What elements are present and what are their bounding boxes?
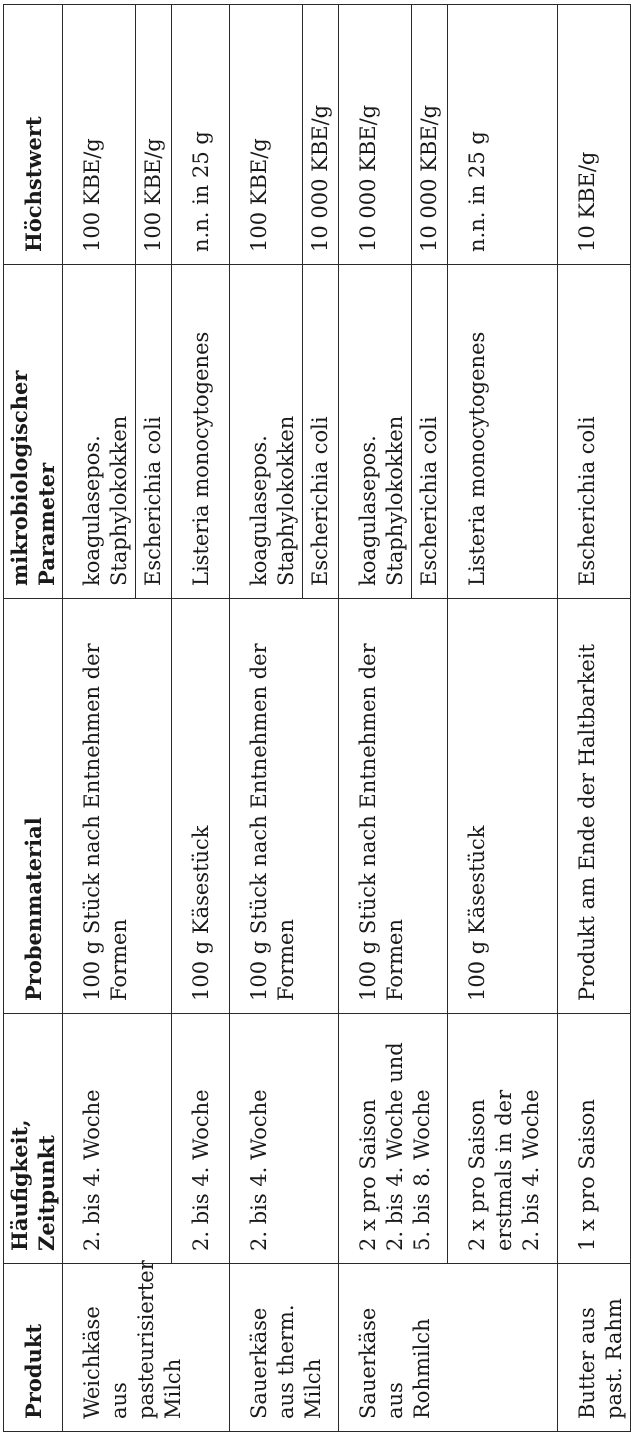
header-produkt: Produkt [4,1264,63,1432]
cell-wert: 10 000 KBE/g [303,5,339,265]
cell-wert: n.n. in 25 g [448,5,558,265]
header-hoechstwert: Höchstwert [4,5,63,265]
cell-wert: 100 KBE/g [136,5,172,265]
cell-zeitpunkt [339,1014,448,1264]
zeitpunkt-line: 5. bis 8. Woche [410,1089,434,1251]
cell-wert: n.n. in 25 g [172,5,230,265]
cell-material: 100 g Stück nach Entnehmen der Formen [230,599,339,1014]
cell-parameter: koagulasepos. Staphylokokken [230,265,303,599]
cell-material: 100 g Stück nach Entnehmen der Formen [63,599,172,1014]
cell-parameter: Escherichia coli [558,265,631,599]
header-probenmaterial: Probenmaterial [4,599,63,1014]
table-row [172,5,230,1432]
cell-zeitpunkt: 2. bis 4. Woche [63,1014,172,1264]
table-row [558,5,631,1432]
table-row [339,5,412,1432]
cell-parameter: Escherichia coli [136,265,172,599]
cell-parameter: Escherichia coli [303,265,339,599]
cell-wert: 10 KBE/g [558,5,631,265]
produkt-text: Weichkäse aus pasteurisierter Milch [80,1260,185,1419]
header-row [4,5,63,1432]
sampling-table [3,4,631,1432]
cell-produkt: Butter aus past. Rahm [558,1264,631,1432]
cell-material: 100 g Käsestück [172,599,230,1014]
zeitpunkt-line: 2 x pro Saison [356,1099,380,1251]
cell-parameter: Escherichia coli [412,265,448,599]
cell-parameter: Listeria monocytogenes [448,265,558,599]
cell-parameter: Listeria monocytogenes [172,265,230,599]
cell-produkt: Sauerkäse aus therm. Milch [230,1264,339,1432]
cell-zeitpunkt: 1 x pro Saison [558,1014,631,1264]
cell-parameter: koagulasepos. Staphylokokken [63,265,136,599]
table-row [230,5,303,1432]
cell-wert: 10 000 KBE/g [412,5,448,265]
zeitpunkt-line: 2. bis 4. Woche und [383,1042,407,1251]
cell-wert: 10 000 KBE/g [339,5,412,265]
cell-material: Produkt am Ende der Haltbarkeit [558,599,631,1014]
cell-wert: 100 KBE/g [230,5,303,265]
table-row [448,5,558,1432]
header-haeufigkeit: Häufigkeit, Zeitpunkt [4,1014,63,1264]
cell-produkt: Sauerkäse aus Rohmilch [339,1264,558,1432]
cell-material: 100 g Stück nach Entnehmen der Formen [339,599,448,1014]
cell-zeitpunkt: 2. bis 4. Woche [172,1014,230,1264]
cell-material: 100 g Käsestück [448,599,558,1014]
zeitpunkt-line: erstmals in der [492,1089,516,1251]
zeitpunkt-line: 2 x pro Saison [465,1099,489,1251]
cell-wert: 100 KBE/g [63,5,136,265]
zeitpunkt-line: 2. bis 4. Woche [519,1089,543,1251]
cell-parameter: koagulasepos. Staphylokokken [339,265,412,599]
cell-produkt [63,1260,230,1432]
table-row [63,5,136,1432]
cell-zeitpunkt [448,1014,558,1264]
cell-zeitpunkt: 2. bis 4. Woche [230,1014,339,1264]
header-parameter: mikrobiologischer Parameter [4,265,63,599]
